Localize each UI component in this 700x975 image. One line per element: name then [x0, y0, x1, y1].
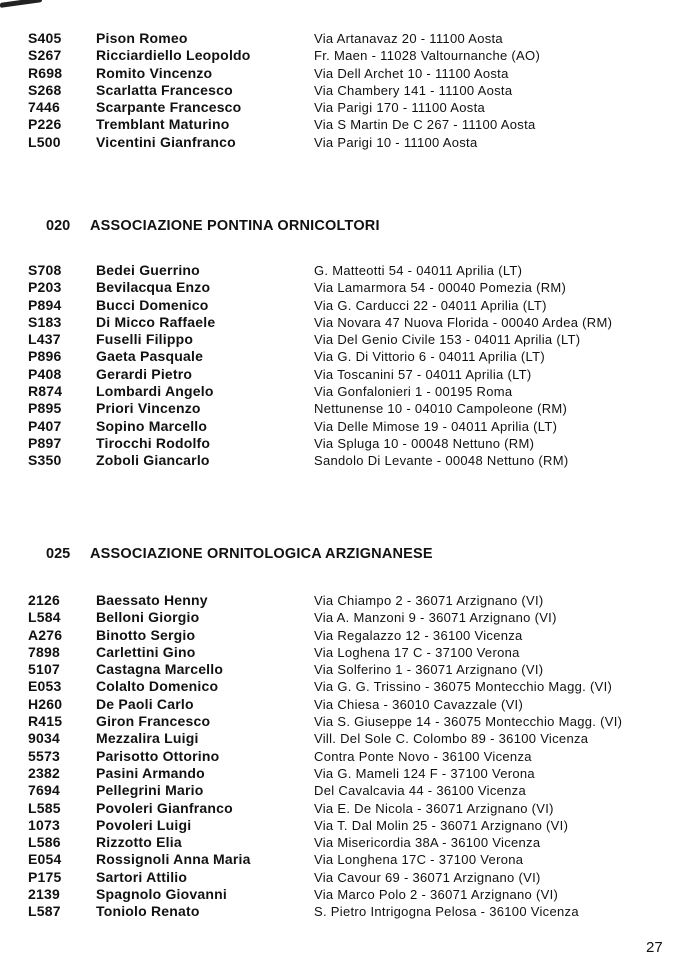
- member-row: [0, 661, 700, 678]
- member-name: Sopino Marcello: [96, 417, 208, 434]
- member-code: 2139: [28, 886, 60, 903]
- member-address: Fr. Maen - 11028 Valtournanche (AO): [314, 48, 541, 64]
- member-address: Via Marco Polo 2 - 36071 Arzignano (VI): [314, 887, 559, 903]
- member-row: [0, 30, 700, 47]
- member-row: [0, 348, 700, 365]
- section-pontina: [0, 262, 700, 470]
- member-code: S405: [28, 30, 62, 46]
- member-address: Via Parigi 170 - 11100 Aosta: [314, 100, 486, 116]
- member-name: Vicentini Gianfranco: [96, 133, 236, 150]
- member-code: 7898: [28, 643, 60, 660]
- member-code: S708: [28, 262, 62, 278]
- member-row: [0, 678, 700, 695]
- member-address: Contra Ponte Novo - 36100 Vicenza: [314, 748, 532, 764]
- section-arzignanese: [0, 592, 700, 921]
- member-name: Tirocchi Rodolfo: [96, 434, 211, 451]
- member-code: 2126: [28, 592, 60, 608]
- member-name: Fuselli Filippo: [96, 331, 194, 348]
- member-name: Colalto Domenico: [96, 678, 219, 695]
- section-number: 025: [46, 546, 71, 562]
- member-code: S267: [28, 47, 62, 64]
- member-address: Via G. Mameli 124 F - 37100 Verona: [314, 765, 535, 781]
- member-row: [0, 903, 700, 920]
- member-code: P226: [28, 116, 62, 133]
- member-name: Castagna Marcello: [96, 661, 224, 678]
- member-row: [0, 65, 700, 82]
- member-row: [0, 400, 700, 417]
- member-code: 5573: [28, 747, 60, 764]
- member-code: R874: [28, 383, 63, 400]
- member-address: S. Pietro Intrigogna Pelosa - 36100 Vicenza: [314, 904, 579, 920]
- member-code: L437: [28, 331, 61, 348]
- member-address: Via Dell Archet 10 - 11100 Aosta: [314, 65, 509, 81]
- member-address: Via Delle Mimose 19 - 04011 Aprilia (LT): [314, 418, 558, 434]
- page-number: 27: [646, 939, 663, 956]
- section-title: ASSOCIAZIONE PONTINA ORNICOLTORI: [90, 218, 380, 234]
- member-row: [0, 609, 700, 626]
- member-code: P895: [28, 400, 62, 417]
- member-address: Via G. G. Trissino - 36075 Montecchio Magg. (VI): [314, 679, 613, 695]
- member-address: Via Cavour 69 - 36071 Arzignano (VI): [314, 869, 541, 885]
- member-address: Via S. Giuseppe 14 - 36075 Montecchio Magg. (VI): [314, 714, 623, 730]
- member-code: S183: [28, 313, 62, 330]
- section-heading-025: [0, 546, 700, 566]
- member-row: [0, 435, 700, 452]
- member-name: Tremblant Maturino: [96, 116, 230, 133]
- section-title: ASSOCIAZIONE ORNITOLOGICA ARZIGNANESE: [90, 546, 433, 562]
- member-address: G. Matteotti 54 - 04011 Aprilia (LT): [314, 263, 523, 278]
- member-row: [0, 452, 700, 469]
- member-name: Carlettini Gino: [96, 643, 196, 660]
- member-code: A276: [28, 626, 63, 643]
- member-name: Bevilacqua Enzo: [96, 279, 211, 296]
- section-number: 020: [46, 218, 71, 234]
- member-row: [0, 134, 700, 151]
- member-row: [0, 262, 700, 279]
- member-row: [0, 834, 700, 851]
- member-code: 7694: [28, 782, 60, 799]
- member-code: 7446: [28, 99, 60, 116]
- member-name: Povoleri Luigi: [96, 816, 192, 833]
- member-address: Via G. Di Vittorio 6 - 04011 Aprilia (LT): [314, 349, 545, 365]
- member-name: Gerardi Pietro: [96, 365, 193, 382]
- member-row: [0, 886, 700, 903]
- member-name: Sartori Attilio: [96, 868, 188, 885]
- member-address: Via Artanavaz 20 - 11100 Aosta: [314, 31, 503, 46]
- member-address: Via Chiesa - 36010 Cavazzale (VI): [314, 696, 524, 712]
- member-address: Via Toscanini 57 - 04011 Aprilia (LT): [314, 366, 532, 382]
- member-code: P203: [28, 279, 62, 296]
- member-name: Pellegrini Mario: [96, 782, 204, 799]
- member-name: Di Micco Raffaele: [96, 313, 216, 330]
- section-aosta-continued: [0, 30, 700, 151]
- member-code: P894: [28, 296, 62, 313]
- member-name: Spagnolo Giovanni: [96, 886, 227, 903]
- member-code: P408: [28, 365, 62, 382]
- member-address: Via G. Carducci 22 - 04011 Aprilia (LT): [314, 297, 547, 313]
- member-row: [0, 116, 700, 133]
- member-address: Sandolo Di Levante - 00048 Nettuno (RM): [314, 453, 569, 469]
- member-name: Pison Romeo: [96, 30, 188, 46]
- member-name: Binotto Sergio: [96, 626, 196, 643]
- member-name: Toniolo Renato: [96, 903, 200, 920]
- member-code: E054: [28, 851, 62, 868]
- member-name: Scarpante Francesco: [96, 99, 242, 116]
- member-row: [0, 627, 700, 644]
- member-name: Bedei Guerrino: [96, 262, 200, 278]
- member-row: [0, 765, 700, 782]
- member-address: Via Loghena 17 C - 37100 Verona: [314, 644, 520, 660]
- member-name: Povoleri Gianfranco: [96, 799, 233, 816]
- member-code: R415: [28, 713, 63, 730]
- member-code: P897: [28, 434, 62, 451]
- member-name: Giron Francesco: [96, 713, 211, 730]
- member-row: [0, 99, 700, 116]
- scan-corner-mark: [0, 0, 42, 8]
- member-row: [0, 418, 700, 435]
- member-code: E053: [28, 678, 62, 695]
- member-code: P407: [28, 417, 62, 434]
- member-code: H260: [28, 695, 63, 712]
- member-name: Romito Vincenzo: [96, 64, 213, 81]
- member-address: Via Regalazzo 12 - 36100 Vicenza: [314, 627, 523, 643]
- member-code: L584: [28, 609, 61, 626]
- member-row: [0, 279, 700, 296]
- member-name: Belloni Giorgio: [96, 609, 200, 626]
- member-row: [0, 644, 700, 661]
- member-row: [0, 782, 700, 799]
- member-row: [0, 817, 700, 834]
- member-row: [0, 696, 700, 713]
- member-code: 9034: [28, 730, 60, 747]
- member-address: Via Chiampo 2 - 36071 Arzignano (VI): [314, 593, 544, 608]
- member-name: Gaeta Pasquale: [96, 348, 204, 365]
- member-code: L585: [28, 799, 61, 816]
- member-address: Via Lamarmora 54 - 00040 Pomezia (RM): [314, 280, 567, 296]
- member-name: Priori Vincenzo: [96, 400, 201, 417]
- member-name: Bucci Domenico: [96, 296, 209, 313]
- member-row: [0, 383, 700, 400]
- member-row: [0, 748, 700, 765]
- member-code: 1073: [28, 816, 60, 833]
- member-address: Via Del Genio Civile 153 - 04011 Aprilia (LT): [314, 332, 581, 348]
- member-row: [0, 314, 700, 331]
- member-row: [0, 592, 700, 609]
- member-address: Via Chambery 141 - 11100 Aosta: [314, 82, 513, 98]
- member-name: Rizzotto Elia: [96, 834, 182, 851]
- member-name: Parisotto Ottorino: [96, 747, 220, 764]
- member-code: L500: [28, 133, 61, 150]
- member-row: [0, 331, 700, 348]
- section-heading-020: [0, 218, 700, 238]
- member-code: R698: [28, 64, 63, 81]
- member-row: [0, 800, 700, 817]
- member-name: Lombardi Angelo: [96, 383, 214, 400]
- member-name: Mezzalira Luigi: [96, 730, 199, 747]
- member-code: S350: [28, 452, 62, 469]
- member-address: Via Longhena 17C - 37100 Verona: [314, 852, 524, 868]
- member-name: Ricciardiello Leopoldo: [96, 47, 251, 64]
- member-code: P175: [28, 868, 62, 885]
- member-address: Via A. Manzoni 9 - 36071 Arzignano (VI): [314, 610, 557, 626]
- member-address: Del Cavalcavia 44 - 36100 Vicenza: [314, 783, 527, 799]
- member-name: Rossignoli Anna Maria: [96, 851, 251, 868]
- member-code: L587: [28, 903, 61, 920]
- member-code: L586: [28, 834, 61, 851]
- member-address: Vill. Del Sole C. Colombo 89 - 36100 Vicenza: [314, 731, 589, 747]
- member-row: [0, 82, 700, 99]
- member-address: Nettunense 10 - 04010 Campoleone (RM): [314, 401, 568, 417]
- member-name: Zoboli Giancarlo: [96, 452, 210, 469]
- member-code: P896: [28, 348, 62, 365]
- member-name: Scarlatta Francesco: [96, 81, 233, 98]
- member-row: [0, 366, 700, 383]
- member-address: Via S Martin De C 267 - 11100 Aosta: [314, 117, 536, 133]
- member-row: [0, 851, 700, 868]
- member-name: Pasini Armando: [96, 764, 205, 781]
- member-row: [0, 47, 700, 64]
- member-code: 5107: [28, 661, 60, 678]
- member-row: [0, 297, 700, 314]
- member-address: Via Parigi 10 - 11100 Aosta: [314, 134, 478, 150]
- member-address: Via Novara 47 Nuova Florida - 00040 Ardea (RM): [314, 314, 613, 330]
- member-address: Via Misericordia 38A - 36100 Vicenza: [314, 835, 541, 851]
- member-address: Via E. De Nicola - 36071 Arzignano (VI): [314, 800, 554, 816]
- member-row: [0, 713, 700, 730]
- member-address: Via T. Dal Molin 25 - 36071 Arzignano (VI): [314, 817, 569, 833]
- member-name: De Paoli Carlo: [96, 695, 194, 712]
- member-row: [0, 730, 700, 747]
- member-code: S268: [28, 81, 62, 98]
- member-address: Via Solferino 1 - 36071 Arzignano (VI): [314, 662, 544, 678]
- member-address: Via Spluga 10 - 00048 Nettuno (RM): [314, 435, 535, 451]
- member-row: [0, 869, 700, 886]
- member-address: Via Gonfalonieri 1 - 00195 Roma: [314, 384, 513, 400]
- member-name: Baessato Henny: [96, 592, 208, 608]
- member-code: 2382: [28, 764, 60, 781]
